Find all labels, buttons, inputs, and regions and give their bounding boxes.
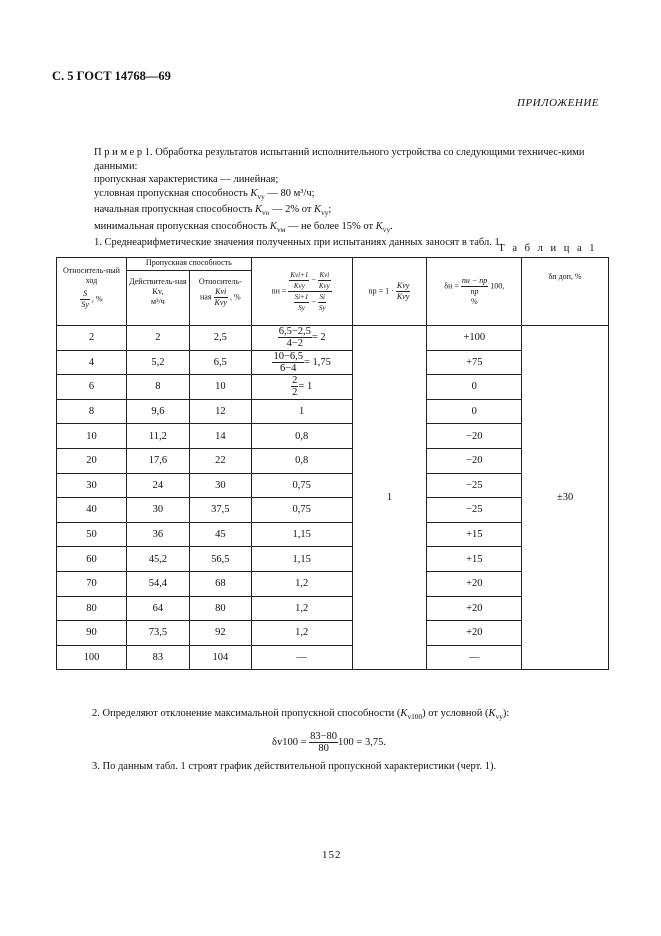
cell-delta: +15 bbox=[427, 522, 522, 547]
cell-relative-kv: 104 bbox=[189, 645, 251, 670]
col5-den: Kvy bbox=[396, 292, 410, 301]
col-head-np bbox=[352, 258, 427, 326]
table-row bbox=[57, 326, 609, 351]
formula-num: 83−80 bbox=[310, 731, 338, 742]
col-head-delta bbox=[427, 258, 522, 326]
intro-line-5-a: минимальная пропускная способность bbox=[94, 220, 270, 232]
col4-n4: Si bbox=[319, 293, 325, 301]
col6-den: nр bbox=[470, 287, 479, 296]
col6-num: nн − nр bbox=[461, 276, 488, 285]
page-header: С. 5 ГОСТ 14768—69 bbox=[52, 69, 171, 83]
col1-den: Sy bbox=[81, 300, 89, 309]
table-body bbox=[57, 326, 609, 670]
cell-rel-stroke: 20 bbox=[57, 448, 127, 473]
formula-den: 80 bbox=[318, 743, 329, 754]
intro-line-1 bbox=[94, 146, 604, 173]
col3-den: Kvy bbox=[214, 298, 227, 307]
cell-actual-kv: 73,5 bbox=[126, 621, 189, 646]
cell-actual-kv: 8 bbox=[126, 375, 189, 400]
cell-rel-stroke: 60 bbox=[57, 547, 127, 572]
col2-label: Действитель-ная Kv, bbox=[129, 277, 187, 296]
cell-delta: 0 bbox=[427, 399, 522, 424]
nn-num: 10−6,5 bbox=[273, 350, 303, 362]
cell-rel-stroke: 10 bbox=[57, 424, 127, 449]
intro-line-3-a: условная пропускная способность bbox=[94, 187, 251, 199]
col1-unit: , % bbox=[91, 294, 103, 304]
col3-label-a: Относитель- bbox=[198, 277, 242, 286]
cell-rel-stroke: 2 bbox=[57, 326, 127, 351]
cell-rel-stroke: 8 bbox=[57, 399, 127, 424]
cell-actual-kv: 45,2 bbox=[126, 547, 189, 572]
col4-d1: Kvy bbox=[293, 282, 305, 290]
cell-actual-kv: 30 bbox=[126, 498, 189, 523]
intro-line-4-a: начальная пропускная способность bbox=[94, 204, 255, 216]
deviation-formula bbox=[272, 731, 386, 754]
cell-relative-kv: 68 bbox=[189, 571, 251, 596]
para2-b: ) от условной ( bbox=[422, 708, 489, 719]
col3-label-b: ная bbox=[200, 292, 212, 302]
col5-lhs: nр = 1 · bbox=[368, 286, 394, 296]
col3-unit: , % bbox=[229, 292, 241, 302]
col1-label: Относитель-ный ход bbox=[63, 266, 120, 285]
cell-nn: 0,8 bbox=[251, 448, 352, 473]
cell-relative-kv: 2,5 bbox=[189, 326, 251, 351]
paragraph-3: 3. По данным табл. 1 строят график действительной пропускной характеристики (черт. 1). bbox=[92, 761, 497, 772]
cell-nn: 1,15 bbox=[251, 522, 352, 547]
cell-delta: −20 bbox=[427, 448, 522, 473]
nn-den: 2 bbox=[292, 387, 298, 399]
cell-relative-kv: 14 bbox=[189, 424, 251, 449]
col5-num: Kvy bbox=[396, 281, 410, 290]
cell-nn: — bbox=[251, 645, 352, 670]
cell-relative-kv: 30 bbox=[189, 473, 251, 498]
cell-delta: −25 bbox=[427, 498, 522, 523]
cell-nn: 1,2 bbox=[251, 596, 352, 621]
col6-tail: 100, bbox=[490, 281, 505, 291]
nn-num: 6,5−2,5 bbox=[278, 326, 311, 338]
cell-actual-kv: 5,2 bbox=[126, 350, 189, 375]
nn-val: = 2 bbox=[311, 332, 326, 344]
page-number: 152 bbox=[322, 849, 342, 861]
formula-lhs: δv100 = bbox=[272, 736, 307, 748]
col2-unit: м³/ч bbox=[151, 297, 165, 306]
cell-relative-kv: 6,5 bbox=[189, 350, 251, 375]
cell-delta: −20 bbox=[427, 424, 522, 449]
col6-unit: % bbox=[470, 297, 478, 306]
cell-relative-kv: 56,5 bbox=[189, 547, 251, 572]
col-head-actual bbox=[126, 271, 189, 326]
cell-delta: −25 bbox=[427, 473, 522, 498]
col4-lhs: nн = bbox=[271, 286, 287, 296]
cell-actual-kv: 24 bbox=[126, 473, 189, 498]
intro-text bbox=[94, 146, 604, 250]
cell-actual-kv: 54,4 bbox=[126, 571, 189, 596]
col3-fraction-line bbox=[190, 287, 251, 308]
intro-line-4: начальная пропускная способность $K_{vo}$ — 2% от $K_{vy}$; bbox=[94, 204, 332, 218]
example-word: П р и м е р bbox=[94, 147, 143, 158]
cell-delta: +20 bbox=[427, 571, 522, 596]
cell-delta: +20 bbox=[427, 621, 522, 646]
cell-nn bbox=[251, 350, 352, 375]
cell-rel-stroke: 40 bbox=[57, 498, 127, 523]
cell-rel-stroke: 4 bbox=[57, 350, 127, 375]
cell-actual-kv: 17,6 bbox=[126, 448, 189, 473]
cell-actual-kv: 36 bbox=[126, 522, 189, 547]
col-head-nn: nн = $\frac{\text{Kvi+1}}{\text{Kvy}}$ − $\frac{\text{Kvi}}{\text{Kvy}}$ $\frac{Si+1}{Sy}$ − $\frac{Si}{Sy}$ bbox=[251, 258, 352, 326]
nn-val: = 1,75 bbox=[303, 356, 331, 368]
col6-lhs: δн = bbox=[444, 281, 459, 291]
cell-relative-kv: 10 bbox=[189, 375, 251, 400]
data-table bbox=[56, 257, 609, 670]
col-head-rel-stroke bbox=[57, 258, 127, 326]
cell-nn: 1,15 bbox=[251, 547, 352, 572]
cell-delta: — bbox=[427, 645, 522, 670]
intro-line-5-b: — не более 15% от bbox=[285, 220, 376, 232]
intro-line-5: минимальная пропускная способность $K_{vм}$ — не более 15% от $K_{vy}$. bbox=[94, 220, 393, 234]
cell-actual-kv: 2 bbox=[126, 326, 189, 351]
cell-nn: 0,75 bbox=[251, 498, 352, 523]
cell-nn bbox=[251, 375, 352, 400]
col-head-relative bbox=[189, 271, 251, 326]
col4-d4: Sy bbox=[318, 304, 326, 312]
cell-rel-stroke: 50 bbox=[57, 522, 127, 547]
cell-rel-stroke: 6 bbox=[57, 375, 127, 400]
cell-nn: 1 bbox=[251, 399, 352, 424]
nn-den: 4−2 bbox=[286, 338, 303, 350]
cell-nn: 0,8 bbox=[251, 424, 352, 449]
cell-actual-kv: 11,2 bbox=[126, 424, 189, 449]
cell-delta: +100 bbox=[427, 326, 522, 351]
cell-delta: +15 bbox=[427, 547, 522, 572]
cell-relative-kv: 37,5 bbox=[189, 498, 251, 523]
cell-actual-kv: 64 bbox=[126, 596, 189, 621]
cell-rel-stroke: 90 bbox=[57, 621, 127, 646]
cell-rel-stroke: 70 bbox=[57, 571, 127, 596]
col-head-dop: δп доп, % bbox=[522, 258, 609, 326]
cell-nn bbox=[251, 326, 352, 351]
cell-nn: 1,2 bbox=[251, 571, 352, 596]
appendix-label: ПРИЛОЖЕНИЕ bbox=[517, 97, 599, 109]
col1-num: S bbox=[83, 289, 88, 298]
cell-dop: ±30 bbox=[522, 326, 609, 670]
col4-n1: Kvi+1 bbox=[290, 271, 309, 279]
para2-a: 2. Определяют отклонение максимальной пропускной способности ( bbox=[92, 708, 401, 719]
intro-line-3-b: — 80 м³/ч; bbox=[264, 187, 315, 199]
cell-nn: 1,2 bbox=[251, 621, 352, 646]
col4-n3: Si+1 bbox=[294, 293, 309, 301]
cell-actual-kv: 9,6 bbox=[126, 399, 189, 424]
col-group-capacity: Пропускная способность bbox=[126, 258, 251, 271]
intro-line-3: условная пропускная способность $K_{vy}$ — 80 м³/ч; bbox=[94, 187, 315, 201]
formula-tail: 100 = 3,75. bbox=[338, 736, 386, 748]
table-caption: Т а б л и ц а 1 bbox=[498, 243, 597, 254]
col4-d3: Sy bbox=[298, 304, 305, 312]
nn-num: 2 bbox=[292, 375, 298, 387]
cell-delta: +75 bbox=[427, 350, 522, 375]
paragraph-2: 2. Определяют отклонение максимальной пропускной способности $(K_{v100})$ от условной $(K_{vy})$: bbox=[92, 708, 510, 722]
para2-c: ): bbox=[502, 708, 510, 719]
col4-n2: Kvi bbox=[319, 271, 330, 279]
cell-actual-kv: 83 bbox=[126, 645, 189, 670]
cell-relative-kv: 22 bbox=[189, 448, 251, 473]
col1-fraction bbox=[57, 289, 126, 310]
intro-line-6: 1. Среднеарифметические значения полученных при испытаниях данных заносят в табл. 1. bbox=[94, 237, 503, 249]
cell-delta: +20 bbox=[427, 596, 522, 621]
intro-line-1-text: 1. Обработка результатов испытаний исполнительного устройства со следующими техничес-кими данными: bbox=[94, 147, 585, 172]
cell-relative-kv: 12 bbox=[189, 399, 251, 424]
col3-num: Kvi bbox=[215, 287, 227, 296]
cell-rel-stroke: 30 bbox=[57, 473, 127, 498]
intro-line-2: пропускная характеристика — линейная; bbox=[94, 174, 279, 185]
cell-nn: 0,75 bbox=[251, 473, 352, 498]
cell-rel-stroke: 100 bbox=[57, 645, 127, 670]
cell-relative-kv: 92 bbox=[189, 621, 251, 646]
col4-d2: Kvy bbox=[318, 282, 330, 290]
cell-relative-kv: 80 bbox=[189, 596, 251, 621]
nn-val: = 1 bbox=[298, 381, 313, 393]
cell-np: 1 bbox=[352, 326, 427, 670]
cell-rel-stroke: 80 bbox=[57, 596, 127, 621]
cell-delta: 0 bbox=[427, 375, 522, 400]
cell-relative-kv: 45 bbox=[189, 522, 251, 547]
intro-line-4-b: — 2% от bbox=[269, 204, 315, 216]
nn-den: 6−4 bbox=[280, 362, 297, 374]
